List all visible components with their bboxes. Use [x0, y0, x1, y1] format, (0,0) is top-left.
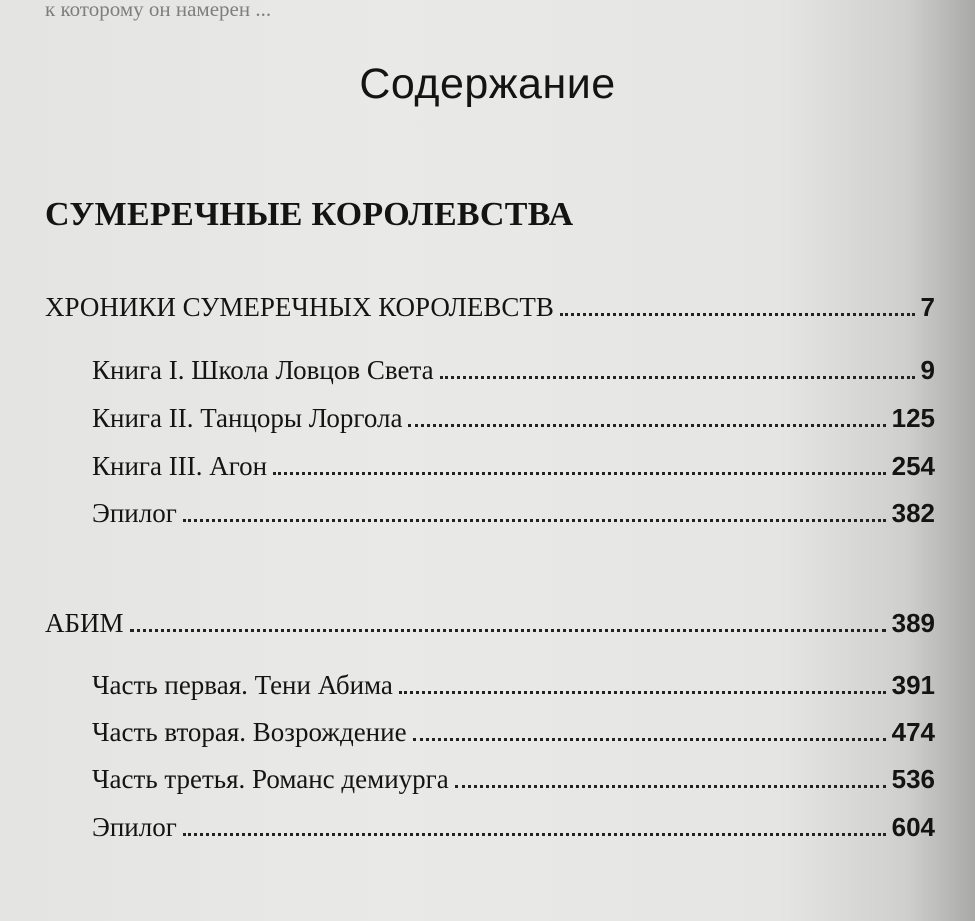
- dot-leader: [408, 424, 885, 427]
- toc-entry-page: 7: [920, 292, 935, 322]
- toc-entry-page: 536: [891, 764, 935, 794]
- section-title: СУМЕРЕЧНЫЕ КОРОЛЕВСТВА: [45, 196, 574, 233]
- toc-entry-label: Книга I. Школа Ловцов Света: [92, 355, 434, 385]
- toc-entry[interactable]: [45, 608, 935, 648]
- dot-leader: [183, 833, 886, 836]
- toc-entry-label: ХРОНИКИ СУМЕРЕЧНЫХ КОРОЛЕВСТВ: [45, 292, 554, 322]
- toc-entry-page: 604: [891, 812, 935, 842]
- toc-entry[interactable]: [92, 670, 935, 710]
- toc-entry-label: Книга II. Танцоры Лоргола: [92, 403, 403, 433]
- toc-entry-page: 474: [891, 717, 935, 747]
- toc-entry-page: 382: [891, 498, 935, 528]
- toc-entry-page: 389: [891, 608, 935, 638]
- dot-leader: [413, 738, 886, 741]
- toc-entry[interactable]: [92, 403, 935, 443]
- dot-leader: [273, 472, 886, 475]
- toc-entry-page: 125: [891, 403, 935, 433]
- dot-leader: [399, 691, 886, 694]
- page-title: Содержание: [359, 60, 616, 108]
- toc-entry-label: Книга III. Агон: [92, 451, 268, 481]
- toc-entry-label: Часть третья. Романс демиурга: [92, 764, 449, 794]
- dot-leader: [130, 629, 886, 632]
- bleed-through-text-top: к которому он намерен ...: [45, 0, 272, 21]
- dot-leader: [183, 519, 886, 522]
- toc-entry-label: Эпилог: [92, 498, 177, 528]
- dot-leader: [560, 313, 915, 316]
- dot-leader: [440, 376, 915, 379]
- toc-entry-label: АБИМ: [45, 608, 124, 638]
- toc-entry-page: 9: [920, 355, 935, 385]
- toc-entry-label: Эпилог: [92, 812, 177, 842]
- toc-entry[interactable]: [45, 292, 935, 332]
- toc-entry[interactable]: [92, 717, 935, 757]
- toc-entry-label: Часть первая. Тени Абима: [92, 670, 393, 700]
- toc-entry[interactable]: [92, 451, 935, 491]
- toc-entry[interactable]: [92, 812, 935, 852]
- toc-entry-page: 254: [891, 451, 935, 481]
- toc-entry[interactable]: [92, 764, 935, 804]
- toc-entry[interactable]: [92, 355, 935, 395]
- toc-entry-page: 391: [891, 670, 935, 700]
- toc-entry[interactable]: [92, 498, 935, 538]
- dot-leader: [455, 785, 886, 788]
- toc-entry-label: Часть вторая. Возрождение: [92, 717, 407, 747]
